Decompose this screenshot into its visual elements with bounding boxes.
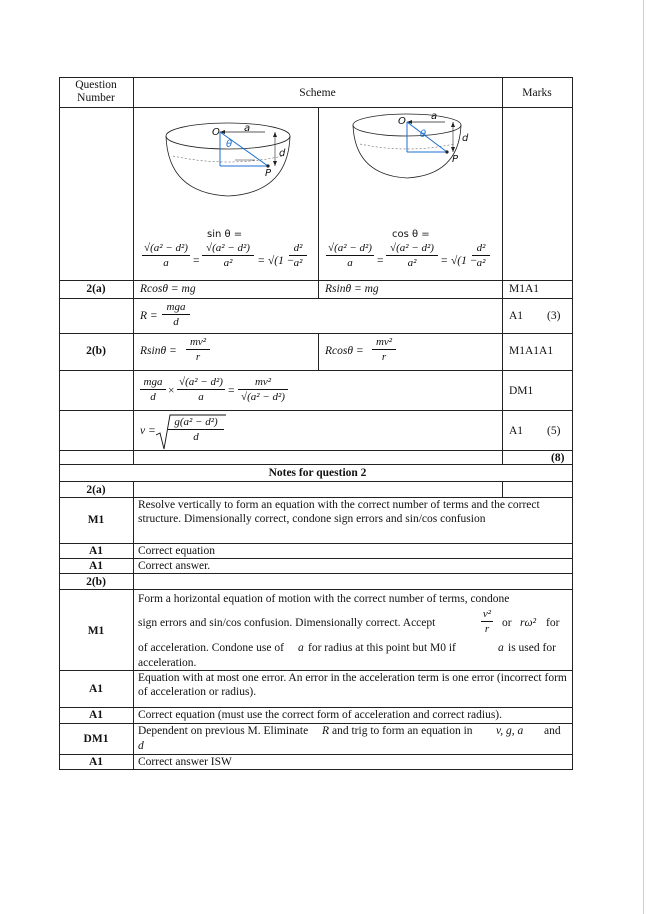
total-marks: (8) <box>551 452 565 464</box>
note-m1b-line2a: sign errors and sin/cos confusion. Dimensionally correct. Accept <box>138 617 436 629</box>
page-edge <box>643 0 644 914</box>
header-question-number: Question Number <box>75 79 117 104</box>
note-text-a1-4: Correct equation (must use the correct form of acceleration and correct radius). <box>138 709 503 721</box>
diagram-left-a: a <box>244 123 251 134</box>
bowl-diagram-left <box>165 118 305 208</box>
note-text-a1-5: Correct answer ISW <box>138 756 232 768</box>
note-dm1-e: and <box>544 725 561 737</box>
note-m1b-for: for <box>546 617 560 629</box>
diagram-right-o: O <box>398 116 406 127</box>
note-code-a1-3: A1 <box>88 683 104 695</box>
sin-theta-heading: sin θ = <box>207 229 243 240</box>
note-m1b-or: or <box>502 617 512 629</box>
note-m1b-line1: Form a horizontal equation of motion with the correct number of terms, condone <box>138 593 510 605</box>
note-dm1-c: and trig to form an equation in <box>332 725 473 737</box>
note-dm1-a: Dependent on previous M. Eliminate <box>138 725 309 737</box>
row-r-mark: A1 <box>509 310 524 322</box>
note-code-a1-4: A1 <box>88 709 104 721</box>
diagram-right-d: d <box>462 133 469 144</box>
note-m1b-line3e: is used for <box>508 642 556 654</box>
note-code-a1-1: A1 <box>88 545 104 557</box>
diagram-right-theta: θ <box>420 129 427 140</box>
diagram-left-o: O <box>212 127 220 138</box>
row-2b-right-frac: mv² r <box>372 336 396 363</box>
row-r-frac: mga d <box>162 301 190 328</box>
note-code-m1-b: M1 <box>87 625 105 637</box>
sin-eq-1: = <box>193 255 200 267</box>
note-m1b-accept-frac: v² r <box>482 608 492 635</box>
row-r-extra: (3) <box>547 310 561 322</box>
note-m1b-romega: rω² <box>520 617 537 629</box>
note-m1b-line3a: of acceleration. Condone use of <box>138 642 284 654</box>
row-v-mark: A1 <box>509 425 524 437</box>
row-dm1-frac-1: mga d <box>140 376 166 403</box>
row-v-prefix: v = <box>140 425 156 437</box>
note-m1b-line3d: a <box>498 642 504 654</box>
note-text-m1-a: Resolve vertically to form an equation with the correct number of terms and the correct structure. Dimensionally correct, condone sign errors and sin/cos confusion <box>138 499 540 525</box>
note-code-a1-2: A1 <box>88 560 104 572</box>
note-dm1-d: v, g, a <box>496 725 524 737</box>
note-dm1-f: d <box>138 740 144 752</box>
diagram-left-p: P <box>265 168 272 179</box>
cos-eq-2: = <box>441 255 448 267</box>
cos-theta-heading: cos θ = <box>392 229 430 240</box>
diagram-right-p: P <box>452 154 459 165</box>
row-2b-right-prefix: Rcosθ = <box>325 345 364 357</box>
diagram-left-theta: θ <box>226 139 233 150</box>
cos-eq-1: = <box>377 255 384 267</box>
header-marks: Marks <box>522 87 552 99</box>
sin-frac-3: d² a² <box>289 242 307 269</box>
note-m1b-line3b: a <box>298 642 304 654</box>
cos-frac-1: √(a² − d²) a <box>326 242 374 269</box>
note-m1b-line3c: for radius at this point but M0 if <box>308 642 456 654</box>
note-code-2b: 2(b) <box>86 576 106 588</box>
row-dm1-frac-3: mv² √(a² − d²) <box>238 376 288 403</box>
sin-sqrt-prefix: √(1 − <box>268 255 295 267</box>
diagram-left-d: d <box>279 148 286 159</box>
cos-frac-2: √(a² − d²) a² <box>386 242 438 269</box>
cos-frac-3: d² a² <box>472 242 490 269</box>
row-2b-label: 2(b) <box>86 345 106 357</box>
cos-sqrt-prefix: √(1 − <box>451 255 478 267</box>
sin-eq-2: = <box>258 255 265 267</box>
row-2b-left-frac: mv² r <box>186 336 210 363</box>
note-code-dm1: DM1 <box>83 733 109 745</box>
note-code-2a: 2(a) <box>86 484 106 496</box>
row-dm1-mark: DM1 <box>509 385 534 397</box>
note-text-a1-3: Equation with at most one error. An error in the acceleration term is one error (incorrect form of acceleration or radius). <box>138 672 567 698</box>
note-dm1-b: R <box>322 725 330 737</box>
row-v-frac: g(a² − d²) d <box>168 416 224 443</box>
row-2b-mark: M1A1A1 <box>509 345 554 357</box>
row-dm1-frac-2: √(a² − d²) a <box>177 376 225 403</box>
row-dm1-times: × <box>168 385 175 397</box>
diagram-right-a: a <box>431 111 438 122</box>
header-scheme: Scheme <box>299 87 336 99</box>
row-2b-left-prefix: Rsinθ = <box>140 345 177 357</box>
notes-title: Notes for question 2 <box>268 467 367 479</box>
row-2a-mark: M1A1 <box>509 283 540 295</box>
note-m1b-line4: acceleration. <box>138 657 197 669</box>
row-2a-right-eq: Rsinθ = mg <box>325 283 379 295</box>
row-v-extra: (5) <box>547 425 561 437</box>
sin-frac-1: √(a² − d²) a <box>142 242 190 269</box>
row-2a-left-eq: Rcosθ = mg <box>140 283 196 295</box>
note-code-m1-a: M1 <box>87 514 105 526</box>
bowl-diagram-right <box>352 110 472 190</box>
row-r-prefix: R = <box>140 310 158 322</box>
row-dm1-eq: = <box>228 385 235 397</box>
sin-frac-2: √(a² − d²) a² <box>202 242 254 269</box>
note-code-a1-5: A1 <box>88 756 104 768</box>
note-text-a1-2: Correct answer. <box>138 560 211 572</box>
note-text-a1-1: Correct equation <box>138 545 215 557</box>
row-2a-label: 2(a) <box>86 283 106 295</box>
